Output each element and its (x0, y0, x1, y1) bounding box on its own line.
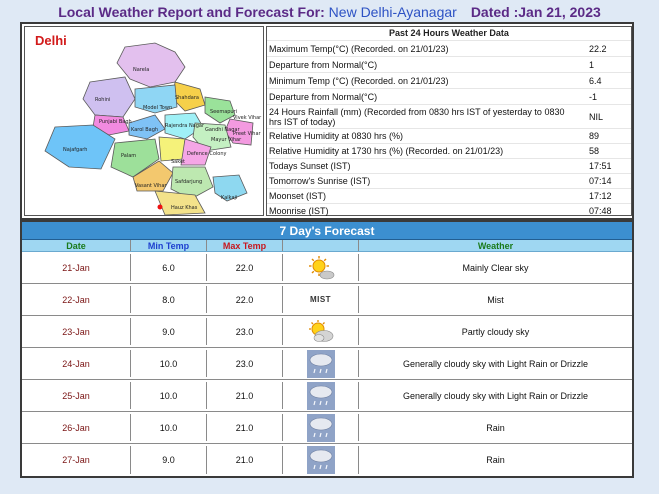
map-label-saket: Saket (171, 159, 185, 165)
forecast-date: 23-Jan (22, 318, 131, 345)
past-24h-row (267, 173, 631, 188)
forecast-icon-cell (283, 254, 359, 281)
forecast-weather: Mist (359, 286, 632, 313)
forecast-max-temp: 23.0 (207, 350, 283, 377)
row-label: Moonset (IST) (269, 191, 327, 201)
row-value: 17:51 (589, 161, 612, 171)
row-label: Relative Humidity at 0830 hrs (%) (269, 131, 404, 141)
col-weather-header: Weather (477, 240, 514, 251)
past-24h-row (267, 88, 631, 104)
title-location: New Delhi-Ayanagar (328, 4, 457, 20)
seven-day-forecast (20, 220, 634, 478)
forecast-date: 24-Jan (22, 350, 131, 377)
forecast-date: 21-Jan (22, 254, 131, 281)
row-label: Relative Humidity at 1730 hrs (%) (Recorded. on 21/01/23) (269, 146, 504, 156)
col-date-header: Date (22, 240, 131, 251)
map-label-gandhi-nagar: Gandhi Nagar (205, 127, 240, 133)
row-label: Todays Sunset (IST) (269, 161, 351, 171)
map-label-kalkaji: Kalkaji (221, 195, 238, 201)
mist-icon: MIST (309, 295, 332, 304)
past-24h-row (267, 143, 631, 158)
forecast-weather: Rain (359, 446, 632, 474)
forecast-date: 26-Jan (22, 414, 131, 441)
forecast-max-temp: 23.0 (207, 318, 283, 345)
forecast-weather: Generally cloudy sky with Light Rain or Drizzle (359, 350, 632, 377)
rain-cloud-icon (306, 446, 336, 474)
forecast-icon-cell (283, 318, 359, 345)
forecast-row (22, 316, 632, 348)
row-label: Maximum Temp(°C) (Recorded. on 21/01/23) (269, 43, 449, 54)
forecast-max-temp: 22.0 (207, 286, 283, 313)
past-24h-table (266, 26, 632, 216)
sun-cloud-icon (306, 254, 336, 282)
map-label-rohini: Rohini (95, 97, 111, 103)
map-label-vasant-vihar: Vasant Vihar (135, 183, 167, 189)
col-max-header: Max Temp (207, 240, 283, 251)
forecast-min-temp: 6.0 (131, 254, 207, 281)
forecast-min-temp: 8.0 (131, 286, 207, 313)
forecast-icon-cell (283, 350, 359, 377)
rain-cloud-icon (306, 350, 336, 378)
forecast-row (22, 284, 632, 316)
map-label-najafgarh: Najafgarh (63, 147, 88, 153)
forecast-icon-cell (283, 382, 359, 409)
forecast-min-temp: 9.0 (131, 446, 207, 474)
forecast-min-temp: 9.0 (131, 318, 207, 345)
map-label-karol-bagh: Karol Bagh (131, 127, 159, 133)
row-value: 17:12 (589, 191, 612, 201)
row-value: NIL (589, 111, 604, 122)
map-label-preet-vihar: Preet Vihar (233, 131, 261, 137)
map-title: Delhi (35, 33, 67, 48)
forecast-icon-cell (283, 286, 359, 313)
current-weather-panel (20, 22, 634, 220)
col-min-header: Min Temp (131, 240, 207, 251)
row-label: Tomorrow's Sunrise (IST) (269, 176, 371, 186)
row-value: 89 (589, 131, 600, 141)
past-24h-row (267, 72, 631, 88)
forecast-row (22, 444, 632, 476)
row-label: Moonrise (IST) (269, 206, 329, 216)
map-label-rajendra-nagar: Rajendra Nagar (165, 123, 205, 129)
forecast-row (22, 252, 632, 284)
title-prefix: Local Weather Report and Forecast For: (58, 4, 329, 20)
forecast-max-temp: 22.0 (207, 254, 283, 281)
forecast-icon-cell (283, 446, 359, 474)
past-24h-heading: Past 24 Hours Weather Data (389, 28, 509, 38)
forecast-min-temp: 10.0 (131, 414, 207, 441)
forecast-date: 22-Jan (22, 286, 131, 313)
forecast-weather: Rain (359, 414, 632, 441)
forecast-title: 7 Day's Forecast (22, 222, 632, 240)
forecast-date: 25-Jan (22, 382, 131, 409)
past-24h-row (267, 40, 631, 56)
forecast-weather: Generally cloudy sky with Light Rain or Drizzle (359, 382, 632, 409)
map-label-defence-colony: Defence Colony (187, 151, 227, 157)
forecast-min-temp: 10.0 (131, 382, 207, 409)
past-24h-row (267, 128, 631, 143)
map-label-safdarjung: Safdarjung (175, 179, 203, 185)
forecast-max-temp: 21.0 (207, 382, 283, 409)
map-label-seemapuri: Seemapuri (210, 109, 238, 115)
map-label-narela: Narela (133, 67, 150, 73)
map-label-punjabi-bagh: Punjabi Bagh (99, 119, 132, 125)
past-24h-row (267, 203, 631, 218)
forecast-row (22, 412, 632, 444)
row-label: Minimum Temp (°C) (Recorded. on 21/01/23) (269, 75, 449, 86)
forecast-icon-cell (283, 414, 359, 441)
past-24h-row (267, 104, 631, 128)
forecast-weather: Mainly Clear sky (359, 254, 632, 281)
forecast-row (22, 380, 632, 412)
row-value: 58 (589, 146, 600, 156)
row-value: 22.2 (589, 43, 607, 54)
partly-cloudy-icon (306, 318, 336, 346)
map-label-palam: Palam (121, 153, 137, 159)
title-date: Dated :Jan 21, 2023 (470, 4, 601, 20)
forecast-date: 27-Jan (22, 446, 131, 474)
row-value: 07:14 (589, 176, 612, 186)
row-value: 6.4 (589, 75, 602, 86)
forecast-row (22, 348, 632, 380)
map-label-hauz-khas: Hauz Khas (171, 205, 198, 211)
col-icon-header (283, 240, 359, 251)
past-24h-row (267, 188, 631, 203)
row-value: 07:48 (589, 206, 612, 216)
rain-cloud-icon (306, 414, 336, 442)
map-label-vivek-vihar: Vivek Vihar (233, 115, 262, 121)
row-value: 1 (589, 59, 595, 70)
row-label: Departure from Normal(°C) (269, 59, 378, 70)
row-value: -1 (589, 91, 598, 102)
row-label: Departure from Normal(°C) (269, 91, 378, 102)
delhi-map (24, 26, 264, 216)
forecast-min-temp: 10.0 (131, 350, 207, 377)
map-label-shahdara: Shahdara (175, 95, 199, 101)
forecast-max-temp: 21.0 (207, 446, 283, 474)
map-label-mayur-vihar: Mayur Vihar (211, 137, 242, 143)
forecast-weather: Partly cloudy sky (359, 318, 632, 345)
past-24h-row (267, 158, 631, 173)
forecast-max-temp: 21.0 (207, 414, 283, 441)
row-label: 24 Hours Rainfall (mm) (Recorded from 0830 hrs IST of yesterday to 0830 hrs IST of today) (269, 106, 565, 127)
past-24h-row (267, 56, 631, 72)
map-label-model-town: Model Town (143, 105, 173, 111)
forecast-header-row (22, 240, 632, 252)
rain-cloud-icon (306, 382, 336, 410)
